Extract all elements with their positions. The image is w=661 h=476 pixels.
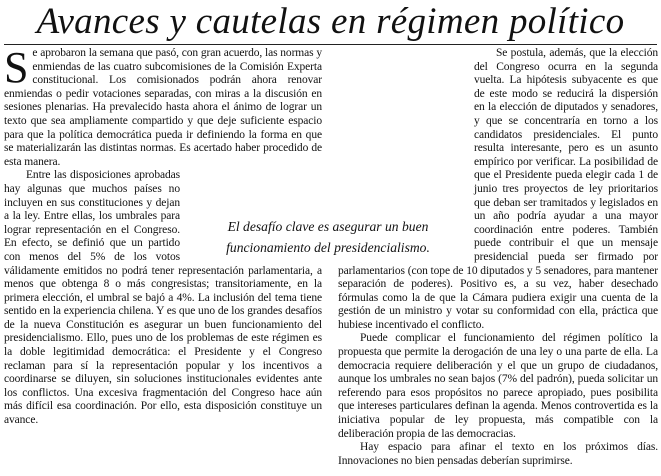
paragraph-3-text: Se postula, además, que la elección del Congreso ocurra en la segunda vuelta. La hipótesis subyacente es que de este modo se reducirá la dispersión en la elección de diputados y senadores, y que se concentraría en torno a los candidatos presidenciales. El punto resulta interesante, pero es un asunto empírico por verificar. La posibilidad de que el Presidente pueda elegir cada 1 de junio tres proyectos de ley prioritarios que deban ser tramitados y legislados en un año podría ayudar a una mayor coordinación entre poderes. También puede contribuir el que un mensaje presidencial pueda ser firmado por parlamentarios (con tope de 10 diputados y 5 senadores, para mantener separación de poderes). Positivo es, a su vez, haber desechado fórmulas como la de que la Cámara pudiera exigir una cuenta de la gestión de un ministro y votar su conformidad con ella, práctica que hubiese incentivado el conflicto.: [338, 47, 658, 331]
paragraph-4-text: Puede complicar el funcionamiento del régimen político la propuesta que permite la derogación de una ley o una parte de ella. La democracia requiere deliberación y el que un grupo de ciudadanos, aunque los umbrales no sean bajos (7% del padrón), pueda solicitar un referendo para esos propósitos no parece apropiado, pues posibilita que intereses particulares definan la agenda. Menos controvertida es la iniciativa popular de ley propuesta, más compatible con la deliberación propia de las democracias.: [338, 332, 658, 440]
pull-quote-line-2: funcionamiento del presidencialismo.: [226, 240, 430, 255]
paragraph-3: [338, 47, 658, 332]
paragraph-2-text: Entre las disposiciones aprobadas hay algunas que muchos países no incluyen en sus constituciones y dejan a la ley. Entre ellas, los umbrales para lograr representación en el Congreso. En efecto, se definió que un partido con menos del 5% de los votos válidamente emitidos no podrá tener representación parlamentaria, a menos que obtenga 8 o más congresistas; transitoriamente, en la primera elección, el umbral se bajó a 4%. La inclusión del tema tiene sentido en la experiencia chilena. Y es que uno de los grandes desafíos de la nueva Constitución es asegurar un buen funcionamiento del presidencialismo. Ello, pues uno de los problemas de este régimen es la doble legitimidad democrática: el Presidente y el Congreso reclaman para sí la representación popular y los incentivos a coordinarse se diluyen, sin soluciones institucionales evidentes ante los conflictos. Una excesiva fragmentación del Congreso hace aún más difícil esa coordinación. Por ello, esta disposición constituye un avance.: [4, 169, 322, 427]
pull-quote: [186, 214, 470, 264]
paragraph-1-text: e aprobaron la semana que pasó, con gran acuerdo, las normas y enmiendas de las cuatro subcomisiones de la Comisión Experta constitucional. Los comisionados podrán ahora renovar enmiendas o pedir votaciones separadas, con miras a la discusión en sesiones plenarias. Ha prevalecido hasta ahora el ánimo de lograr un texto que sea ampliamente compartido y que deje suficiente espacio para que la política democrática pueda ir definiendo la forma en que se materializarán las distintas normas. Es acertado haber procedido de esta manera.: [4, 47, 322, 168]
paragraph-2: [4, 169, 322, 427]
paragraph-1: [4, 43, 322, 169]
drop-cap: S: [4, 43, 29, 92]
paragraph-5: [338, 441, 658, 468]
pull-quote-line-1: El desafío clave es asegurar un buen: [227, 219, 429, 234]
paragraph-5-text: Hay espacio para afinar el texto en los próximos días. Innovaciones no bien pensadas deberían suprimirse.: [338, 441, 658, 467]
paragraph-4: [338, 332, 658, 441]
headline-rule: [4, 44, 657, 45]
headline: Avances y cautelas en régimen político: [36, 1, 625, 42]
